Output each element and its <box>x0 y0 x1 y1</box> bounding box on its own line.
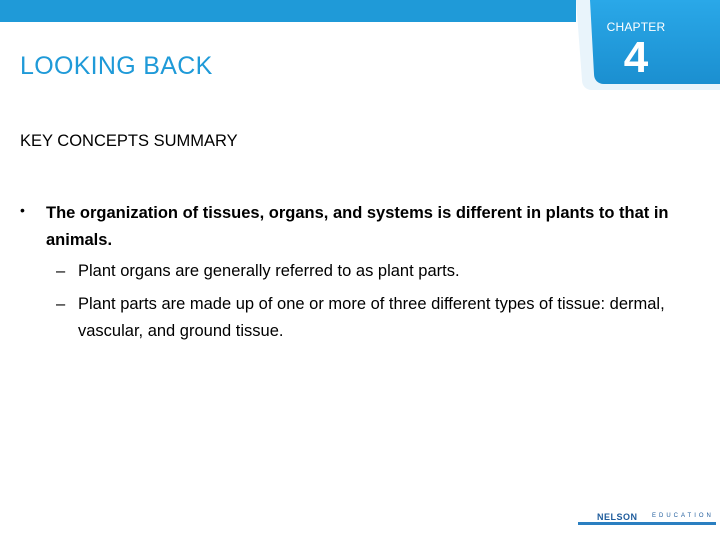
page-title: LOOKING BACK <box>20 52 213 80</box>
sub-bullet-marker: – <box>56 295 66 313</box>
nelson-education-logo <box>584 514 714 530</box>
bullet-marker: • <box>20 202 25 218</box>
sub-bullet-text: Plant parts are made up of one or more of three different types of tissue: dermal, vascular, and ground tissue. <box>78 295 665 340</box>
logo-primary-text: NELSON <box>594 512 641 522</box>
logo-secondary-text: EDUCATION <box>652 513 714 519</box>
sub-bullet-text: Plant organs are generally referred to as plant parts. <box>78 262 460 280</box>
sub-bullet-marker: – <box>56 262 66 280</box>
bullet-text: The organization of tissues, organs, and systems is different in plants to that in animals. <box>46 204 669 249</box>
section-heading: KEY CONCEPTS SUMMARY <box>20 132 238 150</box>
chapter-number: 4 <box>623 33 649 82</box>
chapter-label: CHAPTER <box>606 20 666 34</box>
